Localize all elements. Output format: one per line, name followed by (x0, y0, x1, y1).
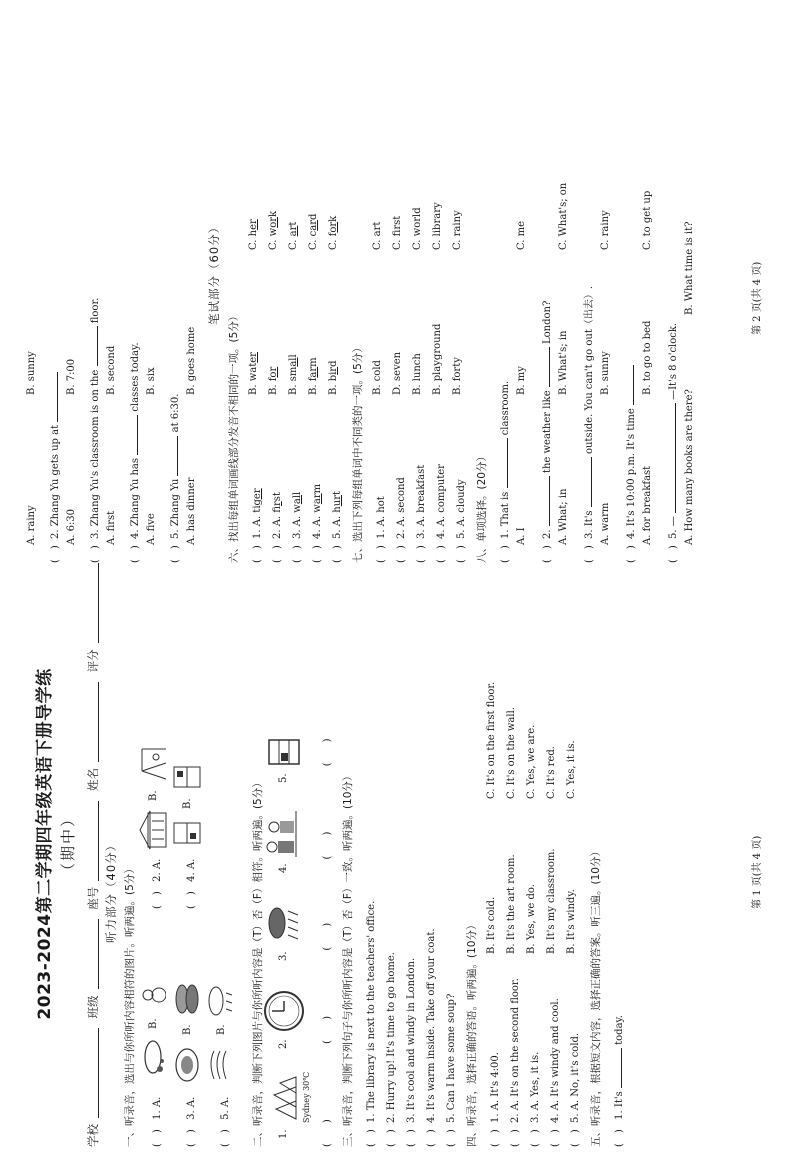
option-b: B. It's the art room. (506, 854, 517, 954)
sec6-item-3: ( )3. A. wall (288, 492, 303, 563)
sec8-q5: ( )5. — —It's 8 o'clock. (664, 323, 679, 563)
sec1-row-3 (182, 1097, 197, 1147)
answer-paren[interactable]: ( ) (510, 1129, 521, 1147)
answer-paren[interactable]: ( ) (376, 545, 387, 563)
sec7-item-5: ( )5. A. cloudy (452, 479, 467, 563)
sec4-item-3 (526, 1052, 541, 1147)
option-b: B. small (288, 354, 299, 395)
sec4-item-1 (486, 1052, 501, 1147)
option-a: A. How many books are there? (684, 389, 695, 545)
sec6-item-2: ( )2. A. first (268, 492, 283, 563)
answer-paren[interactable]: ( ) (50, 545, 61, 563)
sec1-q3-a: A. (186, 1096, 197, 1108)
option-b: B. It's cold. (486, 896, 497, 954)
option-c: C. art (288, 221, 299, 250)
option-c: C. fork (328, 215, 339, 250)
sec1-row-4 (182, 859, 197, 909)
option-c: C. What's; on (558, 182, 569, 250)
answer-paren[interactable]: ( ) (292, 545, 303, 563)
answer-blank[interactable] (611, 1048, 622, 1088)
option-c: C. rainy (452, 210, 463, 250)
sec1-q1-b: B. (148, 1018, 159, 1029)
answer-paren[interactable]: ( ) (312, 545, 323, 563)
answer-blank[interactable] (539, 476, 550, 526)
answer-paren[interactable]: ( ) (220, 1129, 231, 1147)
page-footer-left: 第 1 页(共 4 页) (752, 835, 763, 909)
page-one (0, 585, 794, 1169)
sec2-num-5: 5. (278, 773, 289, 783)
sec8-q2: ( )2. the weather like London? (538, 301, 553, 563)
option-b: B. second (106, 345, 117, 395)
option-c: C. me (516, 220, 527, 250)
sec1-q2-a: A. (152, 858, 163, 870)
option-b: B. sunny (600, 351, 611, 395)
option-a: A. What; in (558, 488, 569, 545)
answer-paren[interactable]: ( ) (152, 891, 163, 909)
option-b: B. bird (328, 360, 339, 395)
option-b: B. to go to bed (642, 320, 653, 395)
answer-paren[interactable]: ( ) (322, 738, 333, 767)
option-b: B. forty (452, 357, 463, 395)
class-label: 班级 (86, 995, 100, 1019)
option-b: B. What's; in (558, 330, 569, 395)
building-floor-icon (170, 817, 202, 847)
option-b: B. water (248, 352, 259, 395)
sec1-q2-b: B. (148, 790, 159, 801)
option-c: C. her (248, 219, 259, 250)
option-c: C. rainy (600, 210, 611, 250)
option-b: B. goes home (186, 326, 197, 395)
seat-blank[interactable] (86, 801, 99, 881)
sec1-q4-num: 4. (186, 872, 197, 882)
option-b: B. It's windy. (566, 889, 577, 954)
clock-icon (262, 989, 306, 1033)
sec4-item-2 (506, 978, 521, 1147)
question-post: floor. (90, 297, 101, 324)
sec3-item-3 (402, 958, 417, 1147)
answer-paren[interactable]: ( ) (186, 1129, 197, 1147)
bookshelf-icon (266, 737, 302, 767)
option-a: 4. A. It's windy and cool. (550, 998, 561, 1123)
sec7-item-2: ( )2. A. second (392, 477, 407, 563)
option-b: B. lunch (412, 353, 423, 395)
option-c: C. library (432, 202, 443, 250)
sec4-item-4 (546, 998, 561, 1147)
option-c: C. art (372, 221, 383, 250)
sec1-row-1 (148, 1097, 163, 1147)
answer-paren[interactable]: ( ) (366, 1129, 377, 1147)
option-b: B. my (516, 366, 527, 395)
answer-paren[interactable]: ( ) (322, 922, 333, 951)
option-c: C. work (268, 210, 279, 250)
option-a: 1. A. It's 4:00. (490, 1052, 501, 1123)
food-plate-icon (172, 1045, 202, 1085)
option-b: B. 7:00 (66, 358, 77, 395)
option-b: B. playground (432, 323, 443, 395)
question-text: 3. Zhang Yu's classroom is on the (90, 369, 101, 539)
sec1-row-5 (216, 1097, 231, 1147)
answer-paren[interactable]: ( ) (152, 1129, 163, 1147)
sec1-q3-num: 3. (186, 1110, 197, 1120)
answer-paren[interactable]: ( ) (252, 545, 263, 563)
option-a: A. I (516, 527, 527, 545)
option-a: 2. A. It's on the second floor. (510, 978, 521, 1123)
answer-paren[interactable]: ( ) (542, 545, 553, 563)
answer-blank[interactable] (167, 436, 178, 476)
sec6-item-5: ( )5. A. hurt (328, 491, 343, 563)
sec8-q3: ( )3. It's outside. You can't go out（出去）. (580, 286, 595, 563)
question-text: 2. Zhang Yu gets up at (50, 424, 61, 539)
name-blank[interactable] (86, 682, 99, 762)
option-a: A. 6:30 (66, 508, 77, 545)
option-b: B. It's my classroom. (546, 848, 557, 954)
answer-paren[interactable]: ( ) (570, 1129, 581, 1147)
sec1-q5-num: 5. (220, 1110, 231, 1120)
sec1-q5-a: A. (220, 1096, 231, 1108)
answer-blank[interactable] (581, 457, 592, 507)
section-3-heading: 三、听录音，判断下列句子与你所听内容是（T）否（F）一致。听两遍。(10分） (342, 770, 354, 1147)
section-5-heading: 五、听录音，根据短文内容，选择正确的答案。听三遍。(10分） (590, 846, 602, 1147)
answer-paren[interactable]: ( ) (416, 545, 427, 563)
option-c: C. world (412, 207, 423, 250)
option-b: B. Yes, we do. (526, 884, 537, 954)
answer-paren[interactable]: ( ) (626, 545, 637, 563)
sec5-item-3 (86, 298, 101, 563)
option-b: B. farm (308, 357, 319, 395)
option-c: C. Yes, it is. (566, 740, 577, 799)
answer-paren[interactable]: ( ) (170, 545, 181, 563)
answer-paren[interactable]: ( ) (436, 545, 447, 563)
question-post: classes today. (130, 342, 141, 412)
answer-paren[interactable]: ( ) (550, 1129, 561, 1147)
cloud-sun-icon (140, 1037, 166, 1079)
option-b: B. What time is it? (684, 221, 695, 315)
answer-paren[interactable]: ( ) (386, 1129, 397, 1147)
option-a: A. warm (600, 502, 611, 545)
sec5-item-5 (166, 394, 181, 563)
answer-paren[interactable]: ( ) (332, 545, 343, 563)
answer-paren[interactable]: ( ) (530, 1129, 541, 1147)
sec3-item-text: 2. Hurry up! It's time to go home. (386, 952, 397, 1123)
answer-blank[interactable] (127, 415, 138, 455)
option-a: A. rainy (26, 505, 37, 545)
word-underlined: ger (252, 488, 263, 506)
option-c: C. card (308, 213, 319, 250)
option-b: B. cold (372, 360, 383, 395)
answer-blank[interactable] (497, 438, 508, 488)
option-b: B. six (146, 367, 157, 395)
score-label: 评分 (86, 649, 100, 673)
sec2-num-1: 1. (278, 1129, 289, 1139)
option-a: 5. A. No, it's cold. (570, 1032, 581, 1123)
opera-house-icon (270, 1073, 300, 1123)
answer-paren[interactable]: ( ) (426, 1129, 437, 1147)
sec2-num-4: 4. (278, 863, 289, 873)
answer-blank[interactable] (665, 403, 676, 513)
option-c: C. It's red. (546, 746, 557, 799)
option-a: A. first (106, 510, 117, 545)
answer-paren[interactable]: ( ) (90, 545, 101, 563)
answer-blank[interactable] (539, 347, 550, 387)
sec3-item-text: 1. The library is next to the teachers' office. (366, 900, 377, 1123)
sec7-item-1: ( )1. A. hot (372, 496, 387, 563)
sec1-q4-a: A. (186, 858, 197, 870)
sec3-item-5 (442, 994, 457, 1147)
question-text: 5. Zhang Yu (170, 478, 181, 539)
section-4-heading: 四、听录音，选择正确的答语。听两遍。(10分） (466, 919, 478, 1147)
option-a: A. five (146, 513, 157, 545)
page-footer-right: 第 2 页(共 4 页) (752, 261, 763, 335)
option-c: C. It's on the first floor. (486, 681, 497, 799)
student-info-row (85, 587, 101, 1147)
answer-paren[interactable]: ( ) (396, 545, 407, 563)
snowman-icon (140, 979, 166, 1011)
exam-title: 2023-2024第二学期四年级英语下册导学练 (35, 668, 55, 1020)
sec1-q1-a: A. (152, 1096, 163, 1108)
question-post: at 6:30. (170, 393, 181, 433)
sec3-item-1 (362, 901, 377, 1147)
word-part: 1. A. ti (252, 505, 263, 539)
sec5-item-4 (126, 342, 141, 563)
answer-paren[interactable]: ( ) (130, 545, 141, 563)
option-b: D. seven (392, 351, 403, 395)
sec3-item-2 (382, 952, 397, 1147)
answer-paren[interactable]: ( ) (668, 545, 679, 563)
answer-paren[interactable]: ( ) (272, 545, 283, 563)
sec6-item-4: ( )4. A. warm (308, 484, 323, 563)
option-b: B. for (268, 366, 279, 395)
section-7-heading: 七、选出下列每组单词中不同类的一项。(5分） (352, 342, 364, 563)
sec1-q5-b: B. (216, 1024, 227, 1035)
sec3-item-text: 3. It's cool and windy in London. (406, 957, 417, 1123)
sec3-item-4 (422, 928, 437, 1147)
written-heading: 笔试部分（60分） (207, 220, 221, 325)
sec7-item-4: ( )4. A. computer (432, 464, 447, 563)
option-a: A. has dinner (186, 477, 197, 545)
section-2-heading: 二、听录音，判断下列图片与你所听内容是（T）否（F）相符。听两遍。(5分） (252, 777, 264, 1147)
option-a: A. for breakfast (642, 465, 653, 545)
sec2-answer-row (318, 706, 333, 1147)
sec1-q2-num: 2. (152, 872, 163, 882)
name-label: 姓名 (86, 768, 100, 792)
sec1-row-2 (148, 859, 163, 909)
sec7-item-3: ( )3. A. breakfast (412, 465, 427, 563)
option-a: 3. A. Yes, it is. (530, 1051, 541, 1123)
sec1-q3-b: B. (182, 1024, 193, 1035)
answer-paren[interactable]: ( ) (614, 1129, 625, 1147)
answer-paren[interactable]: ( ) (456, 545, 467, 563)
answer-blank[interactable] (87, 326, 98, 366)
class-blank[interactable] (86, 919, 99, 989)
option-c: C. to get up (642, 190, 653, 250)
sec4-item-5 (566, 1033, 581, 1147)
answer-paren[interactable]: ( ) (490, 1129, 501, 1147)
answer-paren[interactable]: ( ) (322, 1119, 333, 1147)
option-c: C. first (392, 215, 403, 250)
sec8-q1: ( )1. That is classroom. (496, 381, 511, 563)
sec3-item-text: 4. It's warm inside. Take off your coat. (426, 928, 437, 1123)
answer-paren[interactable]: ( ) (500, 545, 511, 563)
school-label: 学校 (86, 1124, 100, 1147)
sec5-item-2 (46, 372, 61, 563)
listening-heading: 听力部分（40分） (104, 838, 118, 943)
sec2-num-3: 3. (278, 951, 289, 961)
rain-cloud-icon (206, 983, 234, 1019)
sec8-q4: ( )4. It's 10:00 p.m. It's time (622, 365, 637, 563)
answer-paren[interactable]: ( ) (186, 891, 197, 909)
option-c: C. It's on the wall. (506, 707, 517, 799)
sec6-item-1 (248, 488, 263, 563)
section-8-heading: 八、单项选择。(20分） (476, 451, 488, 563)
seat-label: 座号 (86, 886, 100, 910)
sec5-q1-post: today. (614, 1014, 625, 1045)
answer-blank[interactable] (623, 365, 634, 405)
people-dinner-icon (264, 809, 304, 859)
answer-paren[interactable]: ( ) (584, 545, 595, 563)
sydney-caption: Sydney 30℃ (302, 1071, 311, 1123)
answer-paren[interactable]: ( ) (322, 831, 333, 860)
section-1-heading: 一、听录音，选出与你所听内容相符的图片。听两遍。(5分） (124, 863, 136, 1147)
answer-paren[interactable]: ( ) (406, 1129, 417, 1147)
playground-icon (136, 743, 168, 785)
answer-paren[interactable]: ( ) (322, 1016, 333, 1044)
sec1-q4-b: B. (182, 798, 193, 809)
question-text: 4. Zhang Yu has (130, 458, 141, 539)
sec5-item-1 (610, 1015, 625, 1147)
building-floor-icon (170, 761, 202, 791)
option-b: B. sunny (26, 351, 37, 395)
answer-blank[interactable] (47, 372, 58, 422)
wind-icon (206, 1047, 234, 1083)
rain-cloud-icon (266, 905, 302, 945)
exam-subtitle: （期中） (59, 810, 77, 879)
sec2-num-2: 2. (278, 1039, 289, 1049)
school-blank[interactable] (86, 1028, 99, 1118)
sec3-item-text: 5. Can I have some soup? (446, 993, 457, 1123)
school-building-icon (138, 809, 168, 851)
section-6-heading: 六、找出每组单词画线部分发音不相同的一项。(5分） (228, 310, 240, 563)
answer-paren[interactable]: ( ) (446, 1129, 457, 1147)
sec1-q1-num: 1. (152, 1110, 163, 1120)
sec5-q1-text: 1. It's (614, 1091, 625, 1120)
bread-icon (172, 979, 202, 1019)
option-c: C. Yes, we are. (526, 724, 537, 799)
